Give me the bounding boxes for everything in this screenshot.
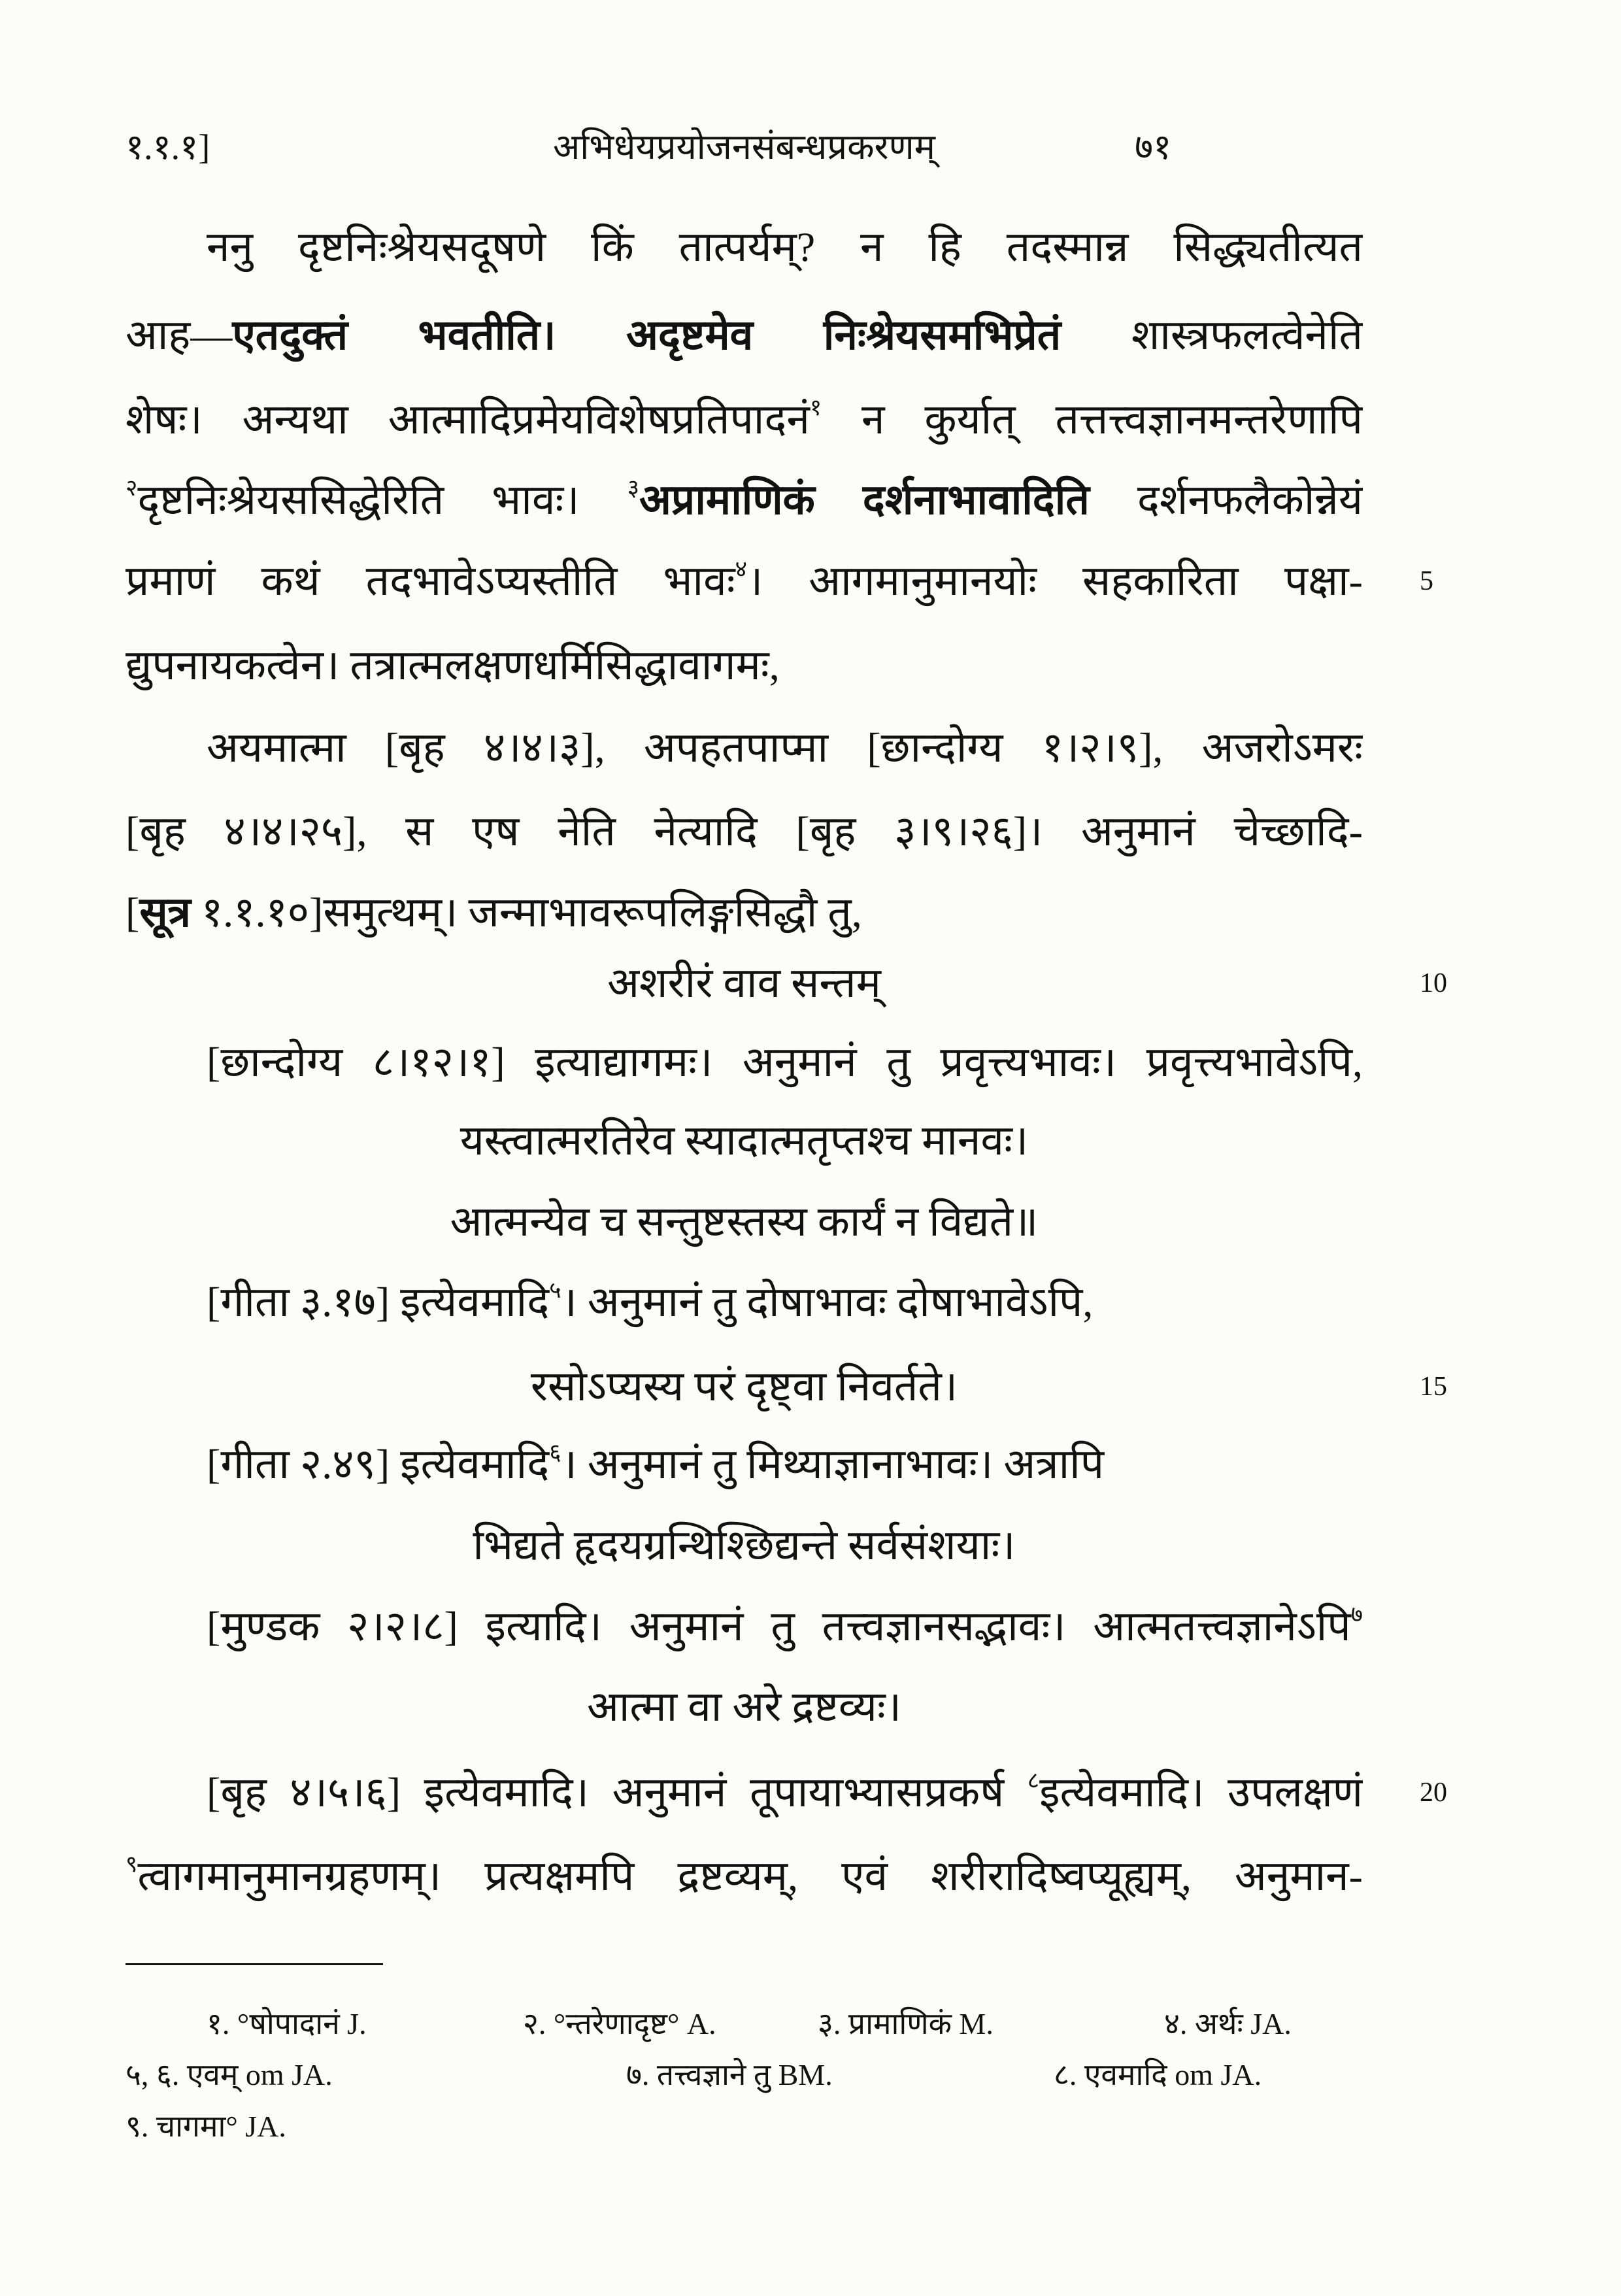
verse-line-12 (125, 1100, 1363, 1181)
verse-line-17 (125, 1505, 1363, 1586)
line-text: आह— (125, 312, 233, 358)
text-line-03 (125, 379, 1363, 460)
text-line-18 (125, 1586, 1363, 1667)
line-text: न कुर्यात् तत्तत्त्वज्ञानमन्तरेणापि (861, 396, 1363, 443)
section-reference: १.१.१] (125, 127, 210, 167)
footnote-5-6: ५, ६. एवम् om JA. (125, 2058, 333, 2091)
text-line-05 (125, 541, 1363, 622)
footnote-8: ८. एवमादि om JA. (1054, 2058, 1262, 2091)
footnote-marker: २ (125, 475, 138, 501)
line-text: । आगमानुमानयोः सहकारिता पक्षा- (746, 558, 1363, 604)
text-line-09 (125, 872, 1363, 953)
text-line-08 (125, 791, 1363, 872)
margin-line-number: 20 (1420, 1778, 1447, 1808)
verse-text: अशरीरं वाव सन्तम् (607, 960, 881, 1006)
footnote-marker: ६ (549, 1439, 561, 1465)
line-text: प्रमाणं कथं तदभावेऽप्यस्तीति भावः (125, 558, 735, 604)
verse-text: भिद्यते हृदयग्रन्थिश्छिद्यन्ते सर्वसंशयाः। (473, 1522, 1016, 1568)
footnote-1: १. °षोपादानं J. (207, 2007, 367, 2040)
line-text: । अनुमानं तु मिथ्याज्ञानाभावः। अत्रापि (561, 1441, 1105, 1487)
footnote-marker: ४ (735, 556, 747, 582)
footnote-marker: ९ (125, 1851, 138, 1877)
text-line-21 (125, 1836, 1363, 1917)
footnote-marker: ३ (627, 475, 640, 501)
text-line-04 (125, 460, 1363, 541)
text-line-02 (125, 295, 1363, 376)
verse-line-10 (125, 943, 1363, 1024)
verse-line-19 (125, 1666, 1363, 1747)
bold-lemma: अदृष्टमेव निःश्रेयसमभिप्रेतं (626, 312, 1061, 358)
text-line-11 (125, 1022, 1363, 1103)
line-text: । अनुमानं तु दोषाभावः दोषाभावेऽपि, (561, 1279, 1094, 1325)
line-text: [छान्दोग्य ८।१२।१] इत्याद्यागमः। अनुमानं तु प्रवृत्त्यभावः। प्रवृत्त्यभावेऽपि, (207, 1039, 1363, 1085)
footnote-marker: ५ (549, 1277, 561, 1303)
line-text: [मुण्डक २।२।८] इत्यादि। अनुमानं तु तत्त्वज्ञानसद्भावः। आत्मतत्त्वज्ञानेऽपि (207, 1603, 1351, 1649)
line-text: इत्येवमादि। उपलक्षणं (1039, 1769, 1363, 1815)
line-text: शेषः। अन्यथा आत्मादिप्रमेयविशेषप्रतिपादनं (125, 396, 810, 443)
footnote-marker: ७ (1350, 1601, 1363, 1627)
line-text: दर्शनफलैकोन्नेयं (1137, 477, 1363, 523)
bold-lemma: अप्रामाणिकं दर्शनाभावादिति (639, 477, 1090, 523)
verse-text: रसोऽप्यस्य परं दृष्ट्वा निवर्तते। (530, 1363, 958, 1410)
footnote-rule (125, 1963, 383, 1965)
footnote-4: ४. अर्थः JA. (1164, 2007, 1292, 2040)
footnote-2: २. °न्तरेणादृष्ट° A. (523, 2007, 716, 2040)
margin-line-number: 5 (1420, 566, 1433, 596)
bold-lemma: सूत्र (139, 889, 191, 936)
line-text: [बृह ४।५।६] इत्येवमादि। अनुमानं तूपायाभ्यासप्रकर्ष (207, 1769, 1005, 1815)
bold-lemma: एतदुक्तं भवतीति। (232, 312, 556, 358)
line-text: [बृह ४।४।२५], स एष नेति नेत्यादि [बृह ३।९।२६]। अनुमानं चेच्छादि- (125, 808, 1363, 854)
verse-line-13 (125, 1181, 1363, 1262)
footnote-3: ३. प्रामाणिकं M. (818, 2007, 994, 2040)
footnote-7: ७. तत्त्वज्ञाने तु BM. (626, 2058, 833, 2091)
margin-line-number: 10 (1420, 968, 1447, 998)
line-text: ननु दृष्टनिःश्रेयसदूषणे किं तात्पर्यम्? न हि तदस्मान्न सिद्ध्यतीत्यत (207, 224, 1363, 270)
footnote-marker: १ (809, 394, 822, 420)
text-line-07 (125, 707, 1363, 788)
line-text: दृष्टनिःश्रेयससिद्धेरिति भावः। (137, 477, 580, 523)
text-line-20 (125, 1752, 1363, 1833)
text-line-01 (125, 207, 1363, 288)
line-text: अयमात्मा [बृह ४।४।३], अपहतपाप्मा [छान्दोग्य १।२।९], अजरोऽमरः (207, 724, 1363, 771)
footnote-9: ९. चागमा° JA. (125, 2110, 286, 2143)
text-line-14 (125, 1262, 1363, 1343)
line-text: [ (125, 889, 140, 936)
verse-text: आत्मन्येव च सन्तुष्टस्तस्य कार्यं न विद्यते॥ (450, 1198, 1039, 1245)
running-title: अभिधेयप्रयोजनसंबन्धप्रकरणम् (553, 127, 935, 167)
verse-text: यस्त्वात्मरतिरेव स्यादात्मतृप्तश्च मानवः। (460, 1117, 1029, 1164)
verse-text: आत्मा वा अरे द्रष्टव्यः। (586, 1683, 902, 1730)
line-text: द्युपनायकत्वेन। तत्रात्मलक्षणधर्मिसिद्धावागमः, (125, 642, 780, 688)
text-line-06 (125, 625, 1363, 706)
margin-line-number: 15 (1420, 1372, 1447, 1402)
verse-line-15 (125, 1346, 1363, 1427)
line-text: त्वागमानुमानग्रहणम्। प्रत्यक्षमपि द्रष्टव्यम्, एवं शरीरादिष्वप्यूह्यम्, अनुमान- (137, 1853, 1363, 1899)
line-text: १.१.१०]समुत्थम्। जन्माभावरूपलिङ्गसिद्धौ तु, (201, 889, 862, 936)
footnote-marker: ८ (1027, 1767, 1040, 1793)
text-line-16 (125, 1424, 1363, 1505)
page-number: ७१ (1135, 127, 1172, 167)
line-text: शास्त्रफलत्वेनेति (1131, 312, 1363, 358)
line-text: [गीता २.४९] इत्येवमादि (207, 1441, 550, 1487)
line-text: [गीता ३.१७] इत्येवमादि (207, 1279, 550, 1325)
